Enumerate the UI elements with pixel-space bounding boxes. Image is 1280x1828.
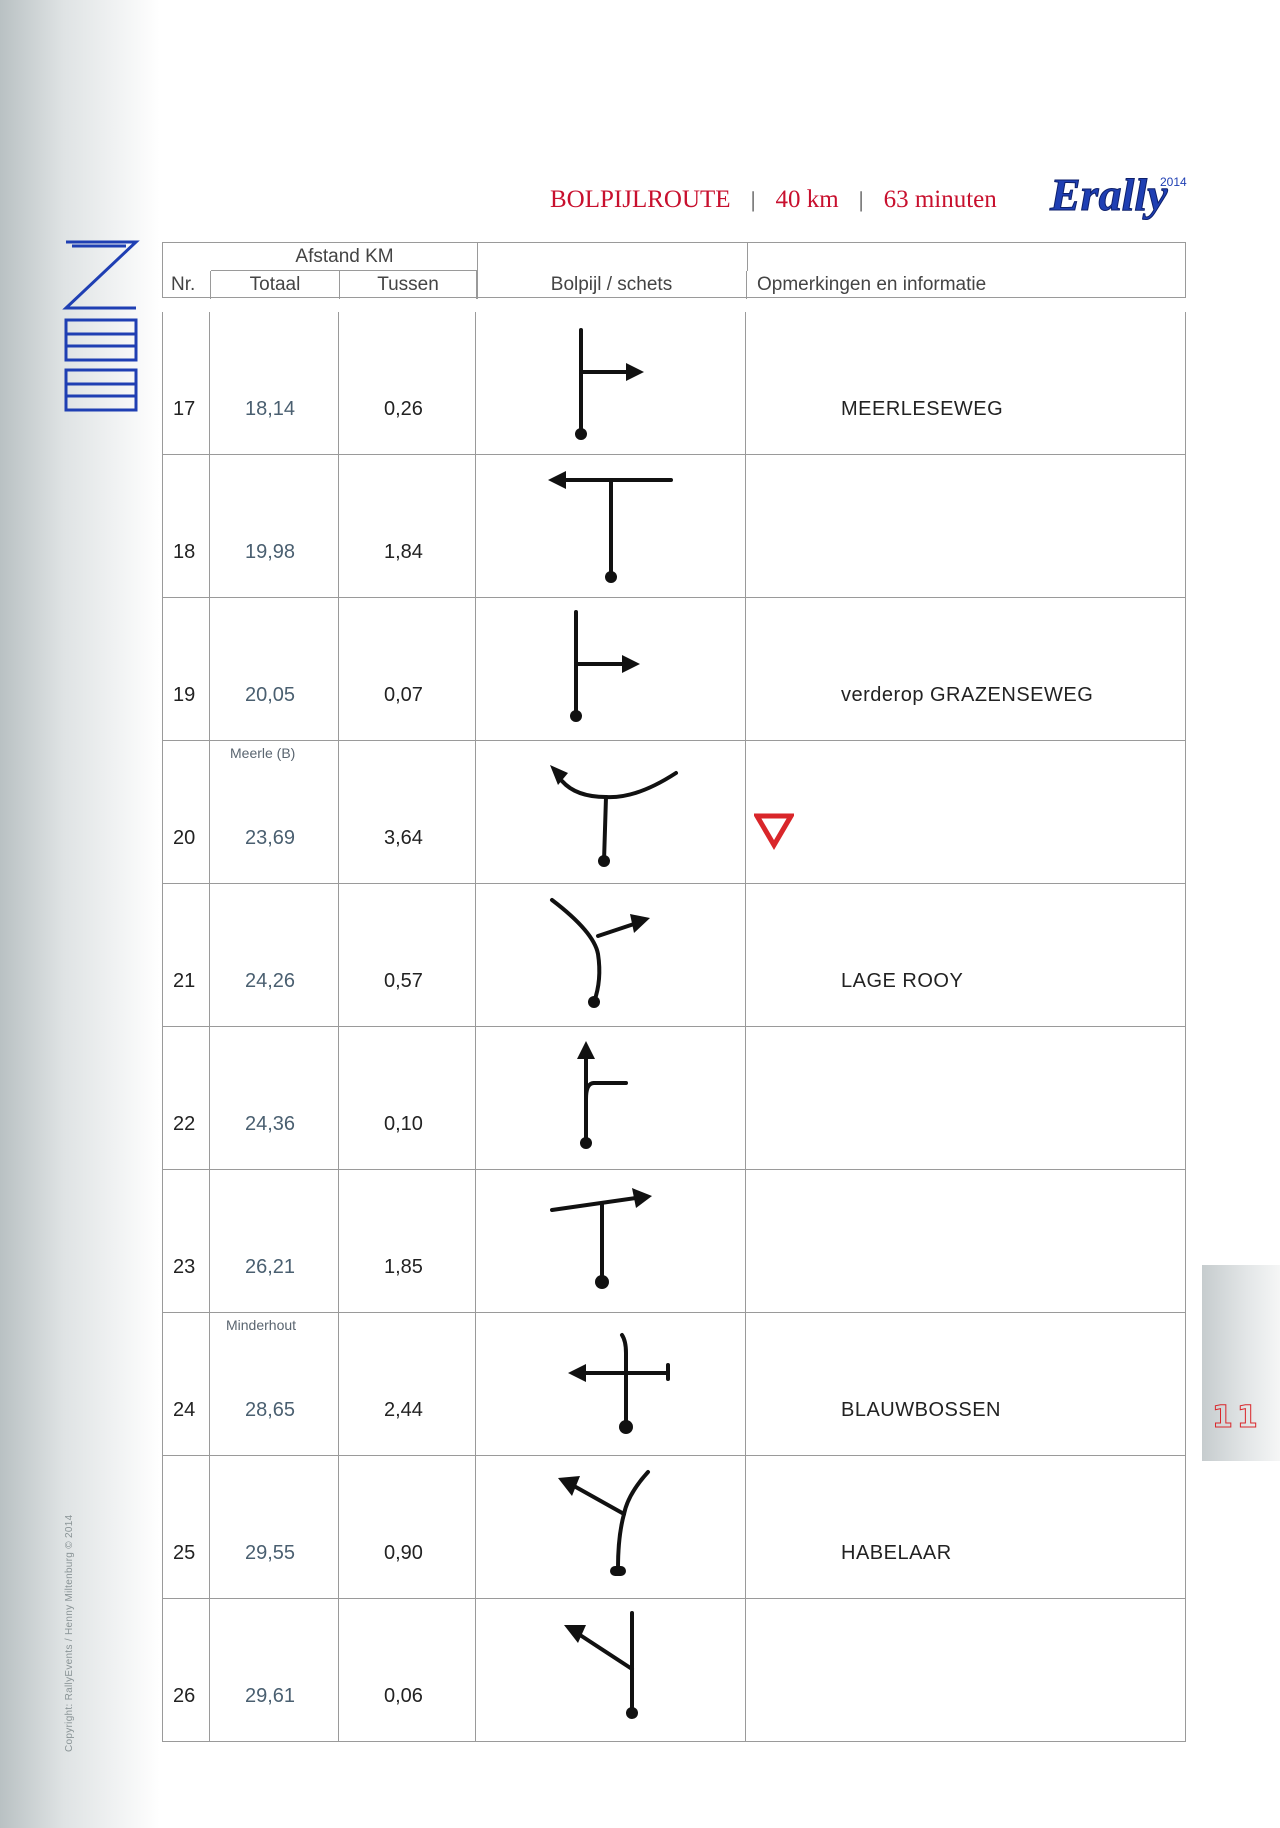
col-header-totaal: Totaal [211, 271, 340, 299]
cell-schets [476, 884, 746, 1027]
logo-year: 2014 [1160, 175, 1187, 189]
cell-totaal [210, 1313, 339, 1456]
header-separator: | [750, 187, 756, 212]
cell-totaal [210, 1027, 339, 1170]
col-header-opmerkingen: Opmerkingen en informatie [757, 274, 987, 295]
cell-schets [476, 1599, 746, 1742]
row-number: 17 [173, 398, 196, 420]
row-number: 26 [173, 1685, 196, 1707]
interval-km: 0,57 [384, 970, 423, 992]
total-km: 24,36 [245, 1113, 296, 1135]
table-row [162, 1170, 1186, 1313]
col-header-tussen: Tussen [340, 271, 477, 299]
cell-tussen [339, 1456, 476, 1599]
header-separator: | [858, 187, 864, 212]
cell-opmerking [746, 741, 1186, 884]
table-header [162, 242, 1186, 298]
interval-km: 3,64 [384, 827, 423, 849]
table-body [162, 312, 1186, 1742]
cell-totaal [210, 598, 339, 741]
row-number: 18 [173, 541, 196, 563]
cell-tussen [339, 1599, 476, 1742]
yield-sign-icon [754, 811, 794, 851]
cell-schets [476, 455, 746, 598]
cell-schets [476, 312, 746, 455]
total-km: 26,21 [245, 1256, 296, 1278]
row-number: 20 [173, 827, 196, 849]
remark: MEERLESEWEG [841, 398, 1004, 420]
table-row [162, 1456, 1186, 1599]
cell-schets [476, 598, 746, 741]
crossroad-left-arrow-icon [476, 1313, 746, 1456]
interval-km: 0,07 [384, 684, 423, 706]
table-row [162, 741, 1186, 884]
cell-totaal [210, 1170, 339, 1313]
route-title: BOLPIJLROUTE [550, 186, 731, 213]
interval-km: 0,26 [384, 398, 423, 420]
t-right-up-arrow-icon [476, 1170, 746, 1313]
interval-km: 1,85 [384, 1256, 423, 1278]
table-row [162, 455, 1186, 598]
cell-nr [162, 1599, 210, 1742]
cell-totaal [210, 1599, 339, 1742]
cell-schets [476, 1170, 746, 1313]
cell-opmerking [746, 1170, 1186, 1313]
remark: HABELAAR [841, 1542, 952, 1564]
col-divider [747, 243, 748, 271]
cell-tussen [339, 884, 476, 1027]
cell-opmerking [746, 1027, 1186, 1170]
cell-totaal [210, 455, 339, 598]
interval-km: 0,06 [384, 1685, 423, 1707]
branch-left-arrow-icon [476, 1599, 746, 1742]
interval-km: 1,84 [384, 541, 423, 563]
interval-km: 0,10 [384, 1113, 423, 1135]
fork-left-arrow-icon [476, 1456, 746, 1599]
cell-nr [162, 1456, 210, 1599]
side-label-een [62, 238, 144, 414]
remark: verderop GRAZENSEWEG [841, 684, 1094, 706]
cell-opmerking [746, 312, 1186, 455]
row-number: 21 [173, 970, 196, 992]
route-table [162, 242, 1186, 1707]
row-number: 25 [173, 1542, 196, 1564]
total-km: 18,14 [245, 398, 296, 420]
cell-tussen [339, 1170, 476, 1313]
cell-nr [162, 884, 210, 1027]
cell-totaal [210, 741, 339, 884]
group-header-afstand: Afstand KM [211, 243, 478, 271]
route-duration: 63 minuten [883, 186, 997, 213]
total-km: 19,98 [245, 541, 296, 563]
cell-tussen [339, 312, 476, 455]
cell-totaal [210, 884, 339, 1027]
cell-nr [162, 1027, 210, 1170]
t-left-arrow-icon [476, 455, 746, 598]
row-number: 22 [173, 1113, 196, 1135]
cell-nr [162, 598, 210, 741]
page-number: 11 [1212, 1400, 1262, 1435]
cell-schets [476, 741, 746, 884]
cell-schets [476, 1313, 746, 1456]
col-header-nr: Nr. [163, 271, 211, 299]
cell-schets [476, 1456, 746, 1599]
fork-right-arrow-icon [476, 884, 746, 1027]
table-row [162, 1027, 1186, 1170]
col-header-schets: Bolpijl / schets [477, 271, 747, 299]
place-name: Meerle (B) [230, 745, 296, 761]
cell-tussen [339, 1313, 476, 1456]
t-right-arrow-icon [476, 598, 746, 741]
cell-opmerking [746, 1456, 1186, 1599]
route-distance: 40 km [775, 186, 839, 213]
cell-opmerking [746, 598, 1186, 741]
cell-nr [162, 1313, 210, 1456]
interval-km: 0,90 [384, 1542, 423, 1564]
cell-totaal [210, 312, 339, 455]
cell-opmerking [746, 884, 1186, 1027]
total-km: 23,69 [245, 827, 296, 849]
table-row [162, 1599, 1186, 1742]
cell-opmerking [746, 1599, 1186, 1742]
total-km: 29,61 [245, 1685, 296, 1707]
remark: BLAUWBOSSEN [841, 1399, 1001, 1421]
cell-tussen [339, 455, 476, 598]
erally-logo [1048, 168, 1190, 234]
cell-totaal [210, 1456, 339, 1599]
logo-text: Erally [1050, 169, 1168, 220]
cell-tussen [339, 741, 476, 884]
cell-schets [476, 1027, 746, 1170]
remark: LAGE ROOY [841, 970, 964, 992]
table-row [162, 312, 1186, 455]
row-number: 24 [173, 1399, 196, 1421]
cell-nr [162, 312, 210, 455]
total-km: 20,05 [245, 684, 296, 706]
cell-tussen [339, 598, 476, 741]
total-km: 29,55 [245, 1542, 296, 1564]
cell-opmerking [746, 455, 1186, 598]
copyright-text: Copyright: RallyEvents / Henny Miltenburg © 2014 [64, 1514, 75, 1752]
row-number: 23 [173, 1256, 196, 1278]
t-right-arrow-icon [476, 312, 746, 455]
cell-nr [162, 1170, 210, 1313]
cell-opmerking [746, 1313, 1186, 1456]
route-header [550, 186, 1040, 226]
cell-nr [162, 741, 210, 884]
table-row [162, 884, 1186, 1027]
interval-km: 2,44 [384, 1399, 423, 1421]
straight-up-arrow-icon [476, 1027, 746, 1170]
cell-tussen [339, 1027, 476, 1170]
row-number: 19 [173, 684, 196, 706]
table-row [162, 598, 1186, 741]
table-row [162, 1313, 1186, 1456]
total-km: 28,65 [245, 1399, 296, 1421]
place-name: Minderhout [226, 1317, 297, 1333]
curve-left-arrow-icon [476, 741, 746, 884]
cell-nr [162, 455, 210, 598]
total-km: 24,26 [245, 970, 296, 992]
